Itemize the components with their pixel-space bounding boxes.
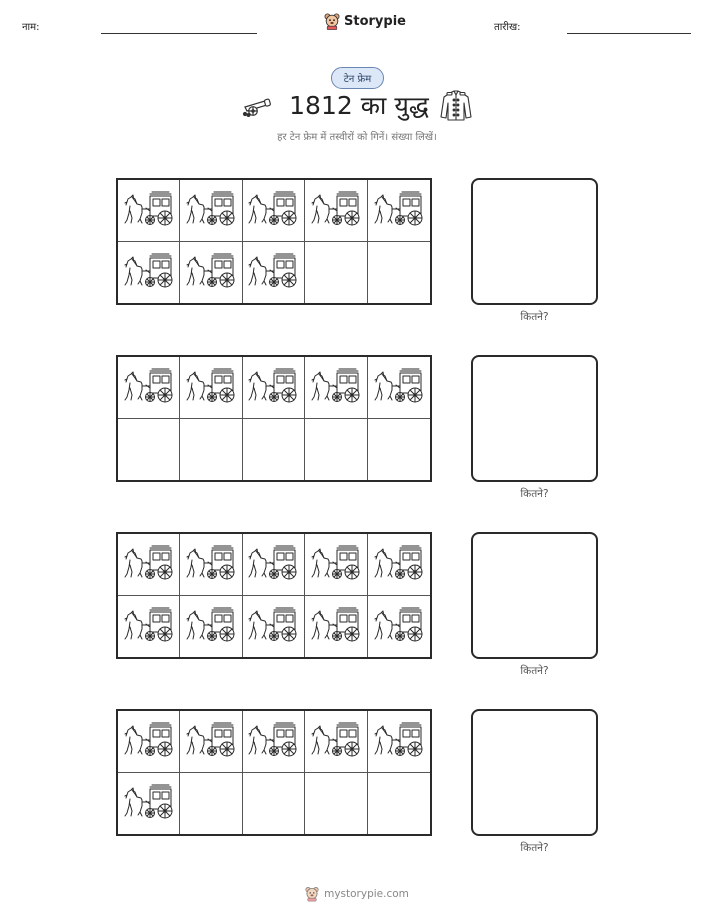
frame-cell bbox=[243, 180, 305, 242]
frame-cell bbox=[180, 242, 242, 304]
horse-carriage-icon bbox=[124, 720, 174, 762]
cannon-icon bbox=[241, 95, 275, 117]
brand bbox=[324, 13, 406, 30]
horse-carriage-icon bbox=[186, 366, 236, 408]
frame-cell bbox=[368, 534, 430, 596]
page-title: 1812 का युद्ध bbox=[289, 91, 429, 120]
horse-carriage-icon bbox=[124, 782, 174, 824]
frame-cell bbox=[118, 534, 180, 596]
horse-carriage-icon bbox=[248, 605, 298, 647]
frame-cell bbox=[118, 357, 180, 419]
horse-carriage-icon bbox=[248, 543, 298, 585]
frame-cell bbox=[368, 419, 430, 481]
frame-cell bbox=[305, 419, 367, 481]
frame-cell bbox=[368, 180, 430, 242]
frame-cell bbox=[305, 357, 367, 419]
footer-url: mystorypie.com bbox=[324, 888, 409, 900]
frame-cell bbox=[368, 773, 430, 835]
military-jacket-icon bbox=[439, 89, 473, 123]
answer-box-2[interactable] bbox=[471, 355, 598, 482]
horse-carriage-icon bbox=[374, 543, 424, 585]
ten-frame-3 bbox=[116, 532, 432, 659]
horse-carriage-icon bbox=[248, 251, 298, 293]
question-label-3: कितने? bbox=[520, 665, 549, 677]
horse-carriage-icon bbox=[124, 543, 174, 585]
frame-cell bbox=[180, 419, 242, 481]
frame-cell bbox=[243, 711, 305, 773]
instructions: हर टेन फ्रेम में तस्वीरों को गिनें। संख्या लिखें। bbox=[277, 132, 437, 143]
name-label: नाम: bbox=[22, 22, 40, 33]
frame-cell bbox=[180, 534, 242, 596]
frame-cell bbox=[180, 773, 242, 835]
horse-carriage-icon bbox=[186, 251, 236, 293]
frame-cell bbox=[368, 596, 430, 658]
horse-carriage-icon bbox=[374, 366, 424, 408]
horse-carriage-icon bbox=[374, 189, 424, 231]
frame-cell bbox=[243, 534, 305, 596]
horse-carriage-icon bbox=[124, 251, 174, 293]
horse-carriage-icon bbox=[186, 720, 236, 762]
frame-cell bbox=[243, 596, 305, 658]
ten-frame-4 bbox=[116, 709, 432, 836]
frame-cell bbox=[180, 596, 242, 658]
storypie-footer-logo-icon bbox=[305, 886, 319, 902]
frame-cell bbox=[180, 711, 242, 773]
ten-frame-1 bbox=[116, 178, 432, 305]
horse-carriage-icon bbox=[186, 605, 236, 647]
answer-box-3[interactable] bbox=[471, 532, 598, 659]
frame-cell bbox=[180, 357, 242, 419]
frame-cell bbox=[368, 357, 430, 419]
question-label-4: कितने? bbox=[520, 842, 549, 854]
name-line[interactable] bbox=[101, 33, 257, 34]
frame-cell bbox=[305, 242, 367, 304]
footer bbox=[0, 886, 714, 902]
horse-carriage-icon bbox=[186, 543, 236, 585]
horse-carriage-icon bbox=[374, 720, 424, 762]
storypie-logo-icon bbox=[324, 13, 340, 30]
answer-box-1[interactable] bbox=[471, 178, 598, 305]
frame-cell bbox=[118, 596, 180, 658]
frame-cell bbox=[180, 180, 242, 242]
date-label: तारीख: bbox=[494, 22, 521, 33]
question-label-1: कितने? bbox=[520, 311, 549, 323]
question-label-2: कितने? bbox=[520, 488, 549, 500]
frame-cell bbox=[118, 419, 180, 481]
horse-carriage-icon bbox=[248, 720, 298, 762]
date-line[interactable] bbox=[567, 33, 691, 34]
brand-name: Storypie bbox=[344, 14, 406, 29]
frame-cell bbox=[243, 357, 305, 419]
frame-cell bbox=[305, 180, 367, 242]
ten-frame-2 bbox=[116, 355, 432, 482]
frame-cell bbox=[118, 180, 180, 242]
horse-carriage-icon bbox=[311, 543, 361, 585]
horse-carriage-icon bbox=[186, 189, 236, 231]
frame-cell bbox=[305, 773, 367, 835]
horse-carriage-icon bbox=[124, 366, 174, 408]
horse-carriage-icon bbox=[124, 189, 174, 231]
worksheet-type-badge: टेन फ्रेम bbox=[331, 67, 384, 89]
frame-cell bbox=[243, 419, 305, 481]
horse-carriage-icon bbox=[248, 189, 298, 231]
title-row bbox=[0, 88, 714, 124]
frame-cell bbox=[368, 242, 430, 304]
frame-cell bbox=[368, 711, 430, 773]
horse-carriage-icon bbox=[311, 605, 361, 647]
answer-box-4[interactable] bbox=[471, 709, 598, 836]
horse-carriage-icon bbox=[124, 605, 174, 647]
frame-cell bbox=[118, 773, 180, 835]
horse-carriage-icon bbox=[374, 605, 424, 647]
frame-cell bbox=[118, 711, 180, 773]
frame-cell bbox=[305, 711, 367, 773]
horse-carriage-icon bbox=[311, 366, 361, 408]
frame-cell bbox=[305, 596, 367, 658]
frame-cell bbox=[118, 242, 180, 304]
frame-cell bbox=[243, 242, 305, 304]
horse-carriage-icon bbox=[311, 720, 361, 762]
frame-cell bbox=[305, 534, 367, 596]
horse-carriage-icon bbox=[248, 366, 298, 408]
frame-cell bbox=[243, 773, 305, 835]
horse-carriage-icon bbox=[311, 189, 361, 231]
